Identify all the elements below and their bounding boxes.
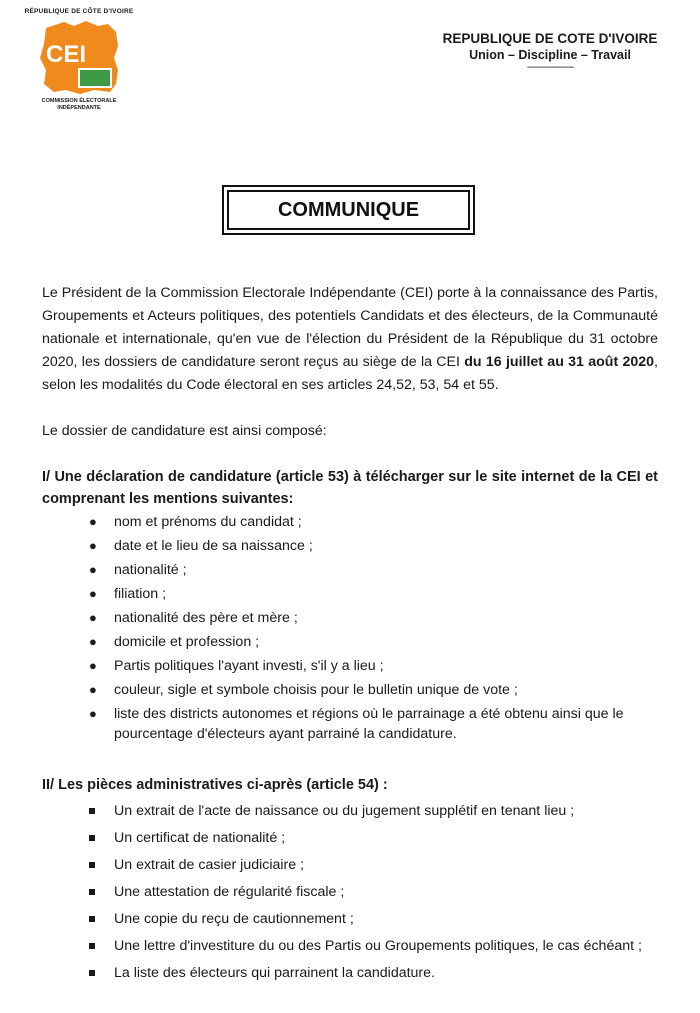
logo-bottom-line2: INDÉPENDANTE (57, 105, 101, 111)
list-item: ● liste des districts autonomes et régions où le parrainage a été obtenu ainsi que le pourcentage d'électeurs ayant parrainé la candidature. (89, 706, 624, 742)
section1-list (89, 512, 659, 748)
list-item: ● domicile et profession ; (89, 634, 260, 650)
list-item: ● filiation ; (89, 586, 167, 602)
list-item: Un extrait de casier judiciaire ; (89, 854, 659, 876)
bullet-icon: ● (89, 514, 97, 529)
list-item: Une attestation de régularité fiscale ; (89, 881, 659, 903)
square-bullet-icon (89, 889, 95, 895)
list-item: ● date et le lieu de sa naissance ; (89, 538, 313, 554)
square-bullet-icon (89, 970, 95, 976)
national-motto: Union – Discipline – Travail (469, 48, 631, 62)
intro-dates: du 16 juillet au 31 août 2020 (464, 354, 655, 370)
bullet-icon: ● (89, 634, 97, 649)
composition-line: Le dossier de candidature est ainsi composé: (42, 423, 327, 439)
list-item: ● nom et prénoms du candidat ; (89, 514, 302, 530)
document-title: COMMUNIQUE (227, 190, 470, 230)
section2-list (89, 800, 659, 989)
title-frame (222, 185, 475, 235)
list-item: ● nationalité des père et mère ; (89, 610, 298, 626)
square-bullet-icon (89, 808, 95, 814)
bullet-icon: ● (89, 682, 97, 697)
country-name: REPUBLIQUE DE COTE D'IVOIRE (442, 31, 658, 46)
square-bullet-icon (89, 916, 95, 922)
square-bullet-icon (89, 835, 95, 841)
logo-bottom-line1: COMMISSION ÉLECTORALE (41, 98, 117, 104)
header-separator: -------------------- (526, 62, 574, 73)
list-item: Un certificat de nationalité ; (89, 827, 659, 849)
bullet-icon: ● (89, 586, 97, 601)
cei-logo (24, 8, 134, 112)
list-item: Une copie du reçu de cautionnement ; (89, 908, 659, 930)
section2-title: II/ Les pièces administratives ci-après (article 54) : (42, 777, 388, 793)
square-bullet-icon (89, 943, 95, 949)
list-item: ● nationalité ; (89, 562, 187, 578)
bullet-icon: ● (89, 538, 97, 553)
logo-bottom-text (24, 98, 134, 112)
list-item: ● Partis politiques l'ayant investi, s'il y a lieu ; (89, 658, 384, 674)
bullet-icon: ● (89, 562, 97, 577)
section1-title: I/ Une déclaration de candidature (article 53) à télécharger sur le site internet de la CEI et comprenant les mentions suivantes: (42, 469, 658, 507)
cei-map-logo-icon (34, 18, 124, 96)
intro-text-after: , selon les modalités du Code électoral en ses articles 24,52, 53, 54 et 55. (42, 354, 658, 393)
bullet-icon: ● (89, 706, 97, 721)
intro-paragraph (42, 282, 658, 397)
intro-text-before: Le Président de la Commission Electorale Indépendante (CEI) porte à la connaissance des Partis, Groupements et Acteurs politiques, des potentiels Candidats et des électeurs, de la Communauté nationale et internationale, qu'en vue de l'élection du Président de la République du 31 octobre 2020, les dossiers de candidature seront reçus au siège de la CEI (42, 285, 658, 370)
list-item: Un extrait de l'acte de naissance ou du jugement supplétif en tenant lieu ; (89, 800, 659, 822)
square-bullet-icon (89, 862, 95, 868)
list-item: Une lettre d'investiture du ou des Partis ou Groupements politiques, le cas échéant ; (89, 935, 659, 957)
bullet-icon: ● (89, 658, 97, 673)
list-item: ● couleur, sigle et symbole choisis pour le bulletin unique de vote ; (89, 682, 518, 698)
republic-header (430, 31, 670, 73)
bullet-icon: ● (89, 610, 97, 625)
logo-acronym: CEI (46, 41, 87, 68)
list-item: La liste des électeurs qui parrainent la candidature. (89, 962, 659, 984)
logo-top-text: RÉPUBLIQUE DE CÔTE D'IVOIRE (24, 8, 134, 15)
